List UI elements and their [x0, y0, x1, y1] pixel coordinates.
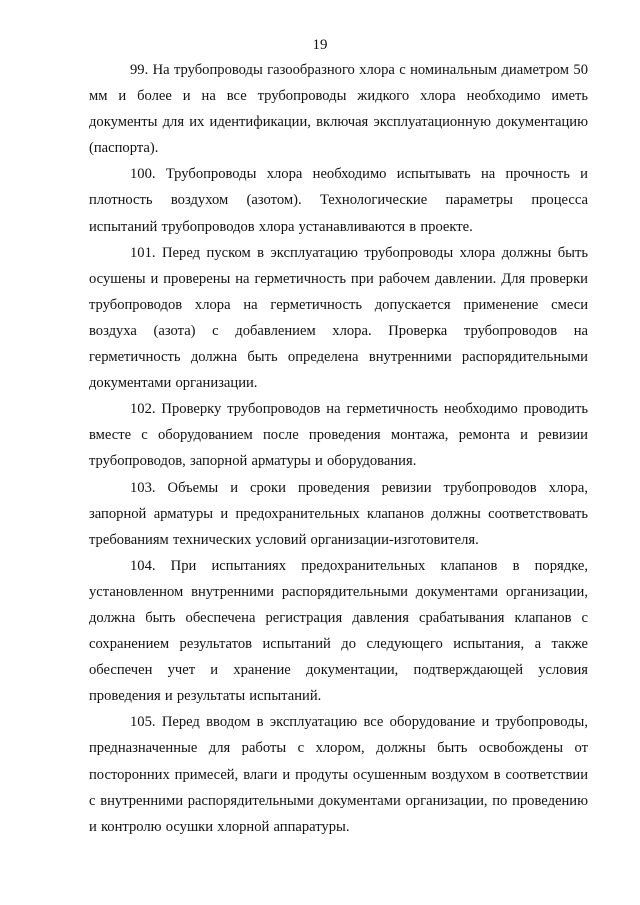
paragraph-100: 100. Трубопроводы хлора необходимо испытывать на прочность и плотность воздухом (азотом). Технологические параметры процесса испытаний трубопроводов хлора устанавливаются в проекте. [89, 166, 588, 235]
page-number: 19 [312, 37, 328, 53]
paragraph-103: 103. Объемы и сроки проведения ревизии трубопроводов хлора, запорной арматуры и предохранительных клапанов должны соответствовать требованиям технических условий организации-изготовителя. [89, 479, 588, 548]
paragraph-102: 102. Проверку трубопроводов на герметичность необходимо проводить вместе с оборудованием после проведения монтажа, ремонта и ревизии трубопроводов, запорной арматуры и оборудования. [89, 401, 588, 470]
paragraph-101: 101. Перед пуском в эксплуатацию трубопроводы хлора должны быть осушены и проверены на герметичность при рабочем давлении. Для проверки трубопроводов хлора на герметичность допускается применение смеси воздуха (азота) с добавлением хлора. Проверка трубопроводов на герметичность должна быть определена внутренними распорядительными документами организации. [89, 244, 588, 392]
paragraph-99: 99. На трубопроводы газообразного хлора с номинальным диаметром 50 мм и более и на все трубопроводы жидкого хлора необходимо иметь документы для их идентификации, включая эксплуатационную документацию (паспорта). [89, 62, 588, 157]
document-body [89, 57, 588, 840]
paragraph-104: 104. При испытаниях предохранительных клапанов в порядке, установленном внутренними распорядительными документами организации, должна быть обеспечена регистрация давления срабатывания клапанов с сохранением результатов испытаний до следующего испытания, а также обеспечен учет и хранение документации, подтверждающей условия проведения и результаты испытаний. [89, 557, 588, 705]
paragraph-105: 105. Перед вводом в эксплуатацию все оборудование и трубопроводы, предназначенные для работы с хлором, должны быть освобождены от посторонних примесей, влаги и продуты осушенным воздухом в соответствии с внутренними распорядительными документами организации, по проведению и контролю осушки хлорной аппаратуры. [89, 714, 588, 835]
